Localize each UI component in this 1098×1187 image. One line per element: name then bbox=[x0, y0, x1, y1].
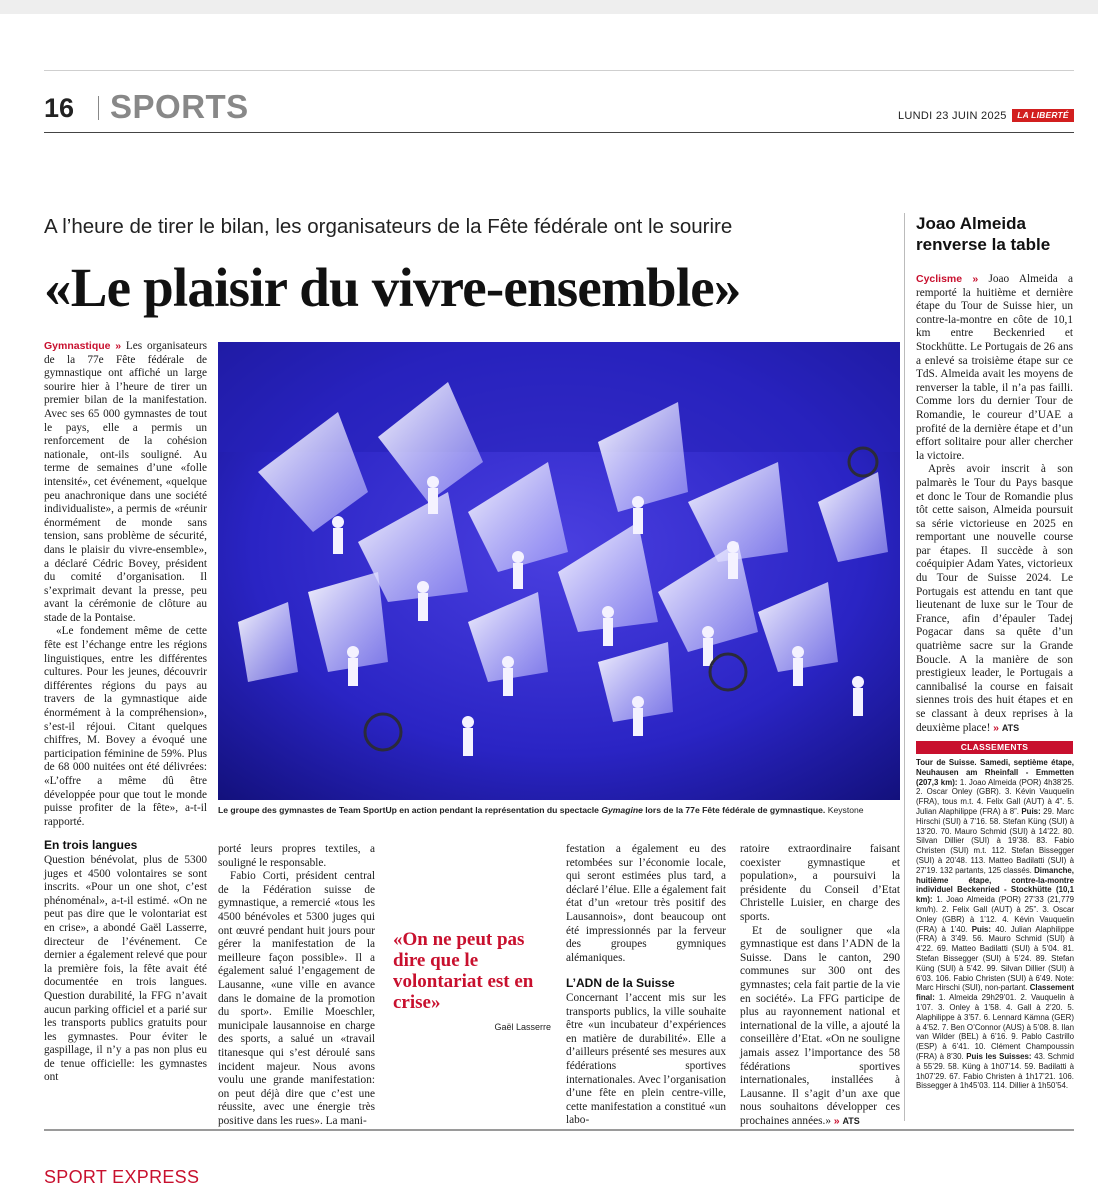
gymnastics-performance-image bbox=[218, 342, 900, 800]
col2-paragraph-1: porté leurs propres textiles, a souligné le responsable. bbox=[218, 843, 375, 869]
article-column-3 bbox=[566, 843, 726, 1128]
caption-show: Gymagine bbox=[601, 805, 643, 815]
issue-date: LUNDI 23 JUIN 2025 bbox=[898, 110, 1007, 122]
pull-quote-author: Gaël Lasserre bbox=[494, 1022, 551, 1032]
caption-text-2: lors de la 77e Fête fédérale de gymnastique. bbox=[642, 805, 826, 815]
sidebar-article bbox=[916, 273, 1073, 735]
col2-paragraph-2: Fabio Corti, président central de la Fédération suisse de gymnastique, a remercié «tous les 4500 bénévoles et 5300 juges qui ont œuvré pendant huit jours pour gérer la manifestation de la meilleure façon possible». Il a également salué l’engagement de Lausanne, «une ville en avance dans le domaine de la promotion du sport». Emilie Moeschler, municipale lausannoise en charge des sports, a salué un «travail titanesque qui s’est déroulé sans incident majeur. Nous avons voulu une grande manifestation: on peut déjà dire que c’est une réussite, avec une énergie très positive dans les rues». La mani- bbox=[218, 870, 375, 1127]
header-rule bbox=[44, 132, 1074, 133]
arrow-icon: » bbox=[972, 273, 979, 285]
article-column-1 bbox=[44, 340, 207, 1085]
category-tag: Gymnastique bbox=[44, 340, 111, 352]
sidebar-paragraph-2 bbox=[916, 463, 1073, 735]
article-column-4 bbox=[740, 843, 900, 1128]
col3-paragraph-2: Concernant l’accent mis sur les transports publics, la ville souhaite être «un incubateur d’expériences en matière de durabilité». Elle a d’ailleurs présenté ses mesures aux fédérations sportives internationales. Avec l’organisation d’une fête en plein centre-ville, cette manifestation a constitué «un labo- bbox=[566, 991, 726, 1127]
col1-paragraph-2: «Le fondement même de cette fête est l’échange entre les régions linguistiques, entre les différentes cultures. Pour les jeunes, découvrir différentes régions du pays au travers de la gymnastique aide énormément à la compréhension», s’est-il réjoui. Citant quelques chiffres, M. Bovey a évoqué une participation féminine de 59%. Plus de 68 000 nuitées ont été délivrées: «L’offre a même dû être développée pour que tout le monde puisse profiter de la fête», a-t-il rapporté. bbox=[44, 625, 207, 828]
sidebar-paragraph-1 bbox=[916, 273, 1073, 463]
article-photo bbox=[218, 342, 900, 800]
top-divider bbox=[44, 70, 1074, 71]
results-text-2: 29. Marc Hirschi (SUI) à 7’16. 58. Stefan Küng (SUI) à 13’20. 70. Mauro Schmid (SUI) à 14’22. 80. Silvan Dillier (SUI) à 19’38. 83. Fabio Christen (SUI) m.t. 112. Stefan Bissegger (SUI) à 20’48. 113. Matteo Badilatti (SUI) à 27’19. 132 partants, 125 classés. bbox=[916, 806, 1074, 875]
photo-credit: Keystone bbox=[825, 805, 864, 815]
sidebar-p2-text: Après avoir inscrit à son palmarès le Tour du Pays basque et donc le Tour de Romandie plus tôt cette saison, Almeida poursuit sa série victorieuse en 2025 en remportant une nouvelle course par étapes. Il succède à son coéquipier Adam Yates, victorieux du Tour de Suisse 2024. Le Portugais est attendu en tant que lieutenant de luxe sur le Tour de France, afin d’épauler Tadej Pogacar dans sa quête d’un quatrième sacre sur la Grande Boucle. A la manière de son prestigieux leader, le Portugais a cannibalisé la course en faisait siennes trois des huit étapes et en se classant à deux reprises à la deuxième place! bbox=[916, 463, 1073, 734]
subhead-adn: L’ADN de la Suisse bbox=[566, 976, 675, 991]
results-puis-1: Puis: bbox=[1021, 806, 1041, 816]
results-heading-2: Dimanche, huitième étape, contre-la-montre individuel Beckenried - Stockhütte (10,1 km): bbox=[916, 865, 1074, 905]
article-column-2 bbox=[218, 843, 375, 1128]
col4-paragraph-1: ratoire extraordinaire faisant coexister gymnastique et population», a poursuivi la présidente du Conseil d’Etat Christelle Luisier, en charge des sports. bbox=[740, 843, 900, 923]
col1-p1-text: Les organisateurs de la 77e Fête fédérale de gymnastique ont affiché un large sourire hier à l’heure de tirer un premier bilan de la manifestation. Avec ses 65 000 gymnastes de tout le pays, elle a permis un renforcement de la cohésion nationale, ont-ils souligné. Au terme de semaines d’une «folle intensité», cet événement, «quelque peu anachronique dans une société individualiste», a permis de «réunir énormément de monde sans tension, sans problème de sécurité, dans le plaisir du vivre-ensemble», a déclaré Cédric Bovey, président du comité d’organisation. Il s’exprimait devant la presse, peu avant la cérémonie de clôture au stade de la Pontaise. bbox=[44, 340, 207, 624]
results-puis-3: Puis les Suisses: bbox=[966, 1051, 1032, 1061]
arrow-icon: » bbox=[833, 1114, 840, 1127]
results-heading-3: Classement final: bbox=[916, 983, 1074, 1003]
caption-text: Le groupe des gymnastes de Team SportUp en action pendant la représentation du spectacle bbox=[218, 805, 602, 815]
top-strip bbox=[0, 0, 1098, 14]
results-puis-2: Puis: bbox=[971, 924, 992, 934]
photo-caption bbox=[218, 805, 900, 816]
sidebar-divider bbox=[904, 213, 905, 1121]
bottom-rule bbox=[44, 1129, 1074, 1131]
page-number: 16 bbox=[44, 93, 75, 123]
col1-paragraph-3: Question bénévolat, plus de 5300 juges et 4500 volontaires se sont inscrits. «Pour un one shot, c’est phénoménal», a-t-il estimé. «On ne peut pas dire que le volontariat est en crise», a abondé Gaël Lasserre, directeur de l’événement. Ce dernier a également relevé que pour la première fois, la fête avait été documentée en trois langues. Question durabilité, la FFG n’avait aucun parking officiel et a parié sur les transports publics gratuits pour les gymnastes. Pour éviter le gaspillage, il n’y a pas non plus eu de tenue officielle: les gymnastes ont bbox=[44, 853, 207, 1084]
results-text-4: 40. Julian Alaphilippe (FRA) à 3’49. 56. Mauro Schmid (SUI) à 4’22. 69. Matteo Badilatti (SUI) à 5’04. 81. Stefan Bissegger (SUI) à 5’24. 89. Stefan Küng (SUI) à 5’42. 99. Silvan Dillier (SUI) à 6’03. 106. Fabio Christen (SUI) à 6’49. Note: Marc Hirschi (SUI), non-partant. bbox=[916, 924, 1074, 993]
sidebar-signature: ATS bbox=[1001, 722, 1020, 733]
results-heading-1: Tour de Suisse. Samedi, septième étape, Neuhausen am Rheinfall - Emmetten (207,3 km): bbox=[916, 758, 1074, 787]
col1-paragraph-1 bbox=[44, 340, 207, 625]
article-kicker: A l’heure de tirer le bilan, les organisateurs de la Fête fédérale ont le sourire bbox=[44, 215, 733, 238]
results-list bbox=[916, 758, 1074, 1091]
results-text-6: 43. Schmid à 55’29. 58. Küng à 1h07’14. 59. Badilatti à 1h07’29. 67. Fabio Christen à 1h17’21. 106. Bissegger à 1h45’03. 114. Dillier à 1h50’54. bbox=[916, 1051, 1074, 1091]
arrow-icon: » bbox=[115, 340, 122, 352]
col4-p2-text: Et de souligner que «la gymnastique est dans l’ADN de la Suisse. Dans le canton, 290 communes sur 300 ont des gymnastes; cela fait partie de la vie en société». La FFG participe de plus au rayonnement national et international de la ville, a ajouté la conseillère d’Etat. «On ne souligne jamais assez l’importance des 58 fédérations sportives internationales, installées à Lausanne. Il s’agit d’un axe que nous souhaitons développer ces prochaines années.» bbox=[740, 924, 900, 1127]
pull-quote: «On ne peut pas dire que le volontariat est en crise» bbox=[393, 929, 534, 1013]
results-text-1: 1. Joao Almeida (POR) 4h38’25. 2. Oscar Onley (GBR). 3. Kévin Vauquelin (FRA), tous m.t. 4. Felix Gall (AUT) à 4”. 5. Julian Alaphilippe (FRA) à 8”. bbox=[916, 777, 1074, 816]
section-title: SPORTS bbox=[110, 88, 249, 125]
article-title: «Le plaisir du vivre-ensemble» bbox=[44, 257, 741, 318]
sidebar-title: Joao Almeida renverse la table bbox=[916, 214, 1051, 254]
results-text-5: 1. Almeida 29h29’01. 2. Vauquelin à 1’07. 3. Onley à 1’58. 4. Gall à 2’20. 5. Alaphilippe à 3’57. 6. Lennard Kämna (GER) à 4’52. 7. Ben O’Connor (AUS) à 5’08. 8. Ilan van Wilder (BEL) à 6’16. 9. Pablo Castrillo (ESP) à 6’41. 10. Clément Champoussin (FRA) à 8’30. bbox=[916, 993, 1074, 1061]
page-separator bbox=[98, 96, 99, 120]
footer-label: SPORT EXPRESS bbox=[44, 1167, 200, 1187]
newspaper-logo: LA LIBERTÉ bbox=[1012, 109, 1074, 122]
col3-paragraph-1: festation a également eu des retombées sur l’économie locale, qui seront estimées plus tard, a déclaré l’élue. Elle a également fait état d’un «retour très positif des Lausannois», dont beaucoup ont été impressionnés par la ferveur des groupes gymniques alémaniques. bbox=[566, 843, 726, 964]
col4-paragraph-2 bbox=[740, 925, 900, 1129]
subhead-trois-langues: En trois langues bbox=[44, 838, 138, 853]
sidebar-category-tag: Cyclisme bbox=[916, 273, 963, 285]
article-signature: ATS bbox=[842, 1115, 860, 1126]
results-header: CLASSEMENTS bbox=[916, 741, 1073, 754]
sidebar-p1-text: Joao Almeida a remporté la huitième et dernière étape du Tour de Suisse hier, un contre-la-montre en côte de 10,1 km entre Beckenried et Stockhütte. Le Portugais de 26 ans a enlevé sa troisième étape sur ce TdS. Almeida avait les moyens de renverser la table, il n’a pas failli. Comme lors du dernier Tour de Romandie, le coureur d’UAE a profité de la dernière étape et d’un effort solitaire pour aller chercher la victoire. bbox=[916, 273, 1073, 462]
arrow-icon: » bbox=[993, 721, 1000, 734]
results-text-3: 1. Joao Almeida (POR) 27’33 (21,779 km/h). 2. Felix Gall (AUT) à 25”. 3. Oscar Onley (GBR) à 1’12. 4. Kévin Vauquelin (FRA) à 1’40. bbox=[916, 895, 1074, 934]
